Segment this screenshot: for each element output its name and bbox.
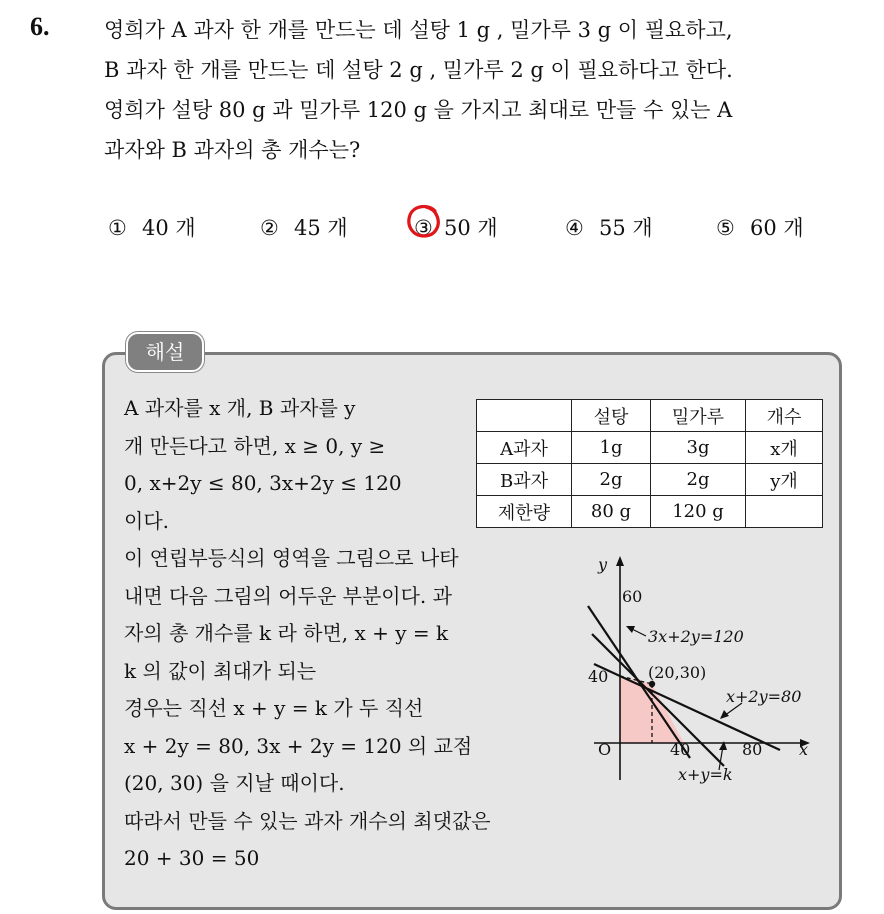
choice-text: 50 개 [444,216,498,240]
y-axis-label: y [598,555,608,574]
ingredients-table [476,399,823,528]
choice-text: 60 개 [750,216,804,240]
choice-5[interactable] [716,212,804,242]
solution-line: A 과자를 x 개, B 과자를 y [124,396,356,420]
origin-label: O [598,740,612,759]
table-cell: 2g [572,464,651,496]
leader-arrow-head-icon [720,710,729,719]
solution-line: 이다. [124,508,169,533]
table-cell: x개 [746,432,823,464]
question-line: 영희가 A 과자 한 개를 만드는 데 설탕 1 g , 밀가루 3 g 이 필요하고, [104,18,733,42]
table-cell: 2g [651,464,746,496]
table-cell: A과자 [477,432,572,464]
choice-text: 40 개 [142,216,196,240]
choice-mark: ① [108,216,127,240]
solution-line: 내면 다음 그림의 어두운 부분이다. 과 [124,583,452,608]
selected-answer-circle-icon [404,201,444,241]
solution-line: k 의 값이 최대가 되는 [124,658,317,683]
choice-mark: ④ [565,216,584,240]
solution-line: 따라서 만들 수 있는 과자 개수의 최댓값은 [124,808,491,833]
choice-mark: ② [260,216,279,240]
label-x-y-k: x+y=k [678,765,733,784]
table-cell: 개수 [746,400,823,432]
table-row [477,496,823,528]
question-line: 과자와 B 과자의 총 개수는? [104,138,361,162]
table-cell: B과자 [477,464,572,496]
table-row [477,432,823,464]
solution-line: 자의 총 개수를 k 라 하면, x + y = k [124,621,449,645]
y-axis-arrow-icon [616,556,624,566]
solution-line: 개 만든다고 하면, x ≥ 0, y ≥ [124,433,386,458]
question-text [104,10,864,170]
table-cell: 120 g [651,496,746,528]
table-cell: 3g [651,432,746,464]
solution-line: x + 2y = 80, 3x + 2y = 120 의 교점 [124,733,473,758]
tick-x-80: 80 [742,740,763,759]
question-line: 영희가 설탕 80 g 과 밀가루 120 g 을 가지고 최대로 만들 수 있는 A [104,98,733,122]
table-cell: 밀가루 [651,400,746,432]
x-axis-label: x [799,740,809,759]
feasible-region-graph [584,548,834,788]
table-cell: 제한량 [477,496,572,528]
solution-badge: 해설 [126,332,204,372]
question-line: B 과자 한 개를 만드는 데 설탕 2 g , 밀가루 2 g 이 필요하다고 한다. [104,58,733,82]
solution-line: 20 + 30 = 50 [124,846,260,870]
choice-4[interactable] [565,212,653,242]
solution-line: 0, x+2y ≤ 80, 3x+2y ≤ 120 [124,471,402,495]
tick-y-60: 60 [622,587,643,606]
choice-mark: ⑤ [716,216,735,240]
table-cell [746,496,823,528]
tick-y-40: 40 [588,667,609,686]
choice-2[interactable] [260,212,348,242]
choice-3[interactable] [414,212,498,242]
solution-line: (20, 30) 을 지날 때이다. [124,771,345,795]
table-cell: 설탕 [572,400,651,432]
choice-1[interactable] [108,212,196,242]
choice-text: 45 개 [294,216,348,240]
label-3x-2y-120: 3x+2y=120 [648,627,744,646]
tick-x-40: 40 [670,740,691,759]
table-cell: 80 g [572,496,651,528]
choice-text: 55 개 [599,216,653,240]
table-row [477,464,823,496]
table-cell [477,400,572,432]
label-point-20-30: (20,30) [648,663,707,682]
question-number: 6. [30,12,50,41]
table-header-row [477,400,823,432]
choice-mark: ③ [414,216,433,240]
table-cell: 1g [572,432,651,464]
solution-line: 경우는 직선 x + y = k 가 두 직선 [124,696,424,720]
label-x-2y-80: x+2y=80 [726,687,802,706]
solution-line: 이 연립부등식의 영역을 그림으로 나타 [124,546,459,570]
line-x-y-k [592,634,724,766]
table-cell: y개 [746,464,823,496]
